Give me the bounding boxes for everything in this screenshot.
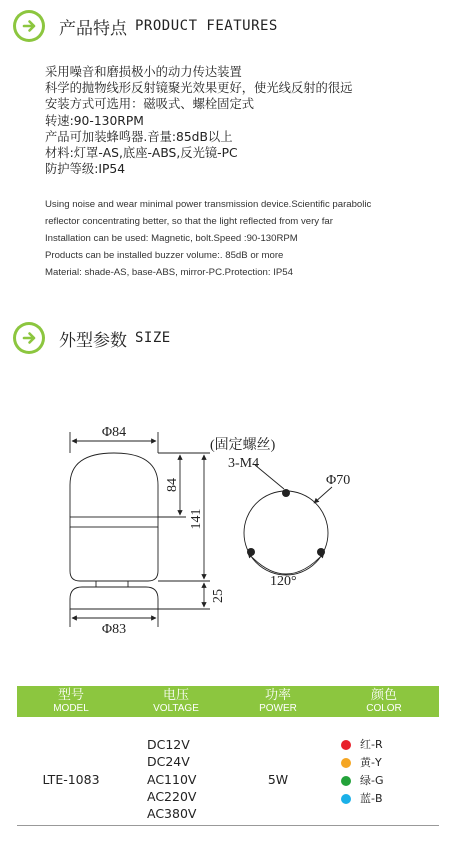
color-dot-yellow	[341, 758, 351, 768]
voltage-item: DC24V	[147, 754, 190, 770]
features-text-cn	[45, 64, 352, 177]
leader-line-screw	[255, 465, 284, 489]
color-label: 红-R	[360, 738, 383, 751]
bolt-circle	[244, 491, 328, 575]
screw-hole	[282, 489, 290, 497]
color-dot-red	[341, 740, 351, 750]
feature-line: 产品可加装蜂鸣器.音量:85dB以上	[45, 129, 233, 144]
dim-dome-height-label: 84	[165, 478, 180, 492]
color-item	[341, 754, 384, 772]
features-text-en	[45, 196, 371, 281]
feature-line-en: reflector concentrating better, so that the light reflected from very far	[45, 216, 333, 227]
header-power: 功率 POWER	[259, 688, 297, 714]
bolt-circle-label: Φ70	[326, 473, 351, 488]
feature-line: 安装方式可选用：磁吸式、螺栓固定式	[45, 97, 255, 112]
voltage-item: DC12V	[147, 737, 190, 752]
color-item	[341, 790, 384, 808]
color-item	[341, 772, 384, 790]
feature-line-en: Products can be installed buzzer volume:. 85dB or more	[45, 250, 284, 261]
feature-line-en: Using noise and wear minimal power transmission device.Scientific parabolic	[45, 199, 372, 210]
lamp-base-outline	[70, 587, 158, 609]
cell-colors	[341, 736, 384, 808]
color-label: 黄-Y	[360, 756, 382, 769]
screw-hole	[247, 548, 255, 556]
feature-line: 防护等级:IP54	[45, 162, 126, 177]
voltage-item: AC110V	[147, 771, 197, 787]
lamp-neck	[96, 581, 128, 587]
size-section-header	[13, 322, 171, 354]
dim-top-width-label: Φ84	[101, 425, 127, 440]
color-dot-green	[341, 776, 351, 786]
feature-line-en: Material: shade-AS, base-ABS, mirror-PC.Protection: IP54	[45, 267, 293, 278]
feature-line: 科学的抛物线形反射镜聚光效果更好，使光线反射的很远	[45, 81, 353, 96]
mount-note-label: (固定螺丝)	[210, 438, 276, 453]
header-model: 型号 MODEL	[53, 688, 89, 714]
size-title-cn: 外型参数	[59, 330, 127, 351]
feature-line: 转速:90-130RPM	[45, 113, 144, 128]
feature-line: 材料:灯罩-AS,底座-ABS,反光镜-PC	[45, 146, 238, 161]
dim-total-height-label: 141	[189, 508, 204, 530]
cell-model: LTE-1083	[42, 772, 100, 787]
leader-line-diameter	[314, 487, 332, 503]
voltage-item: AC220V	[147, 788, 197, 804]
spec-table-row	[17, 734, 439, 822]
feature-line: 采用噪音和磨损极小的动力传达装置	[45, 65, 242, 79]
feature-line-en: Installation can be used: Magnetic, bolt.Speed :90-130RPM	[45, 233, 298, 244]
color-item	[341, 736, 384, 754]
lamp-ring	[70, 517, 158, 527]
dim-base-width-label: Φ83	[101, 622, 127, 637]
color-label: 绿-G	[360, 774, 384, 787]
dimension-drawing	[0, 405, 472, 640]
screw-hole	[317, 548, 325, 556]
size-title-en: SIZE	[135, 330, 171, 346]
angle-label: 120°	[270, 574, 297, 589]
color-label: 蓝-B	[360, 792, 383, 805]
dim-base-height-label: 25	[211, 589, 226, 603]
angle-arc	[248, 553, 324, 574]
spec-table-header	[17, 686, 439, 717]
circle-arrow-right-icon	[13, 10, 45, 42]
features-section-header	[13, 10, 278, 42]
header-voltage: 电压 VOLTAGE	[153, 688, 199, 714]
cell-voltages	[147, 736, 196, 822]
voltage-item: AC380V	[147, 806, 197, 822]
cell-power: 5W	[267, 772, 289, 787]
lamp-dome-outline	[70, 453, 158, 517]
features-title-cn: 产品特点	[59, 18, 127, 39]
features-title-en: PRODUCT FEATURES	[135, 18, 278, 34]
header-color: 颜色 COLOR	[366, 688, 402, 714]
table-bottom-rule	[17, 825, 439, 826]
color-dot-blue	[341, 794, 351, 804]
circle-arrow-right-icon	[13, 322, 45, 354]
lamp-body-outline	[70, 527, 158, 581]
screw-spec-label: 3-M4	[228, 456, 260, 471]
